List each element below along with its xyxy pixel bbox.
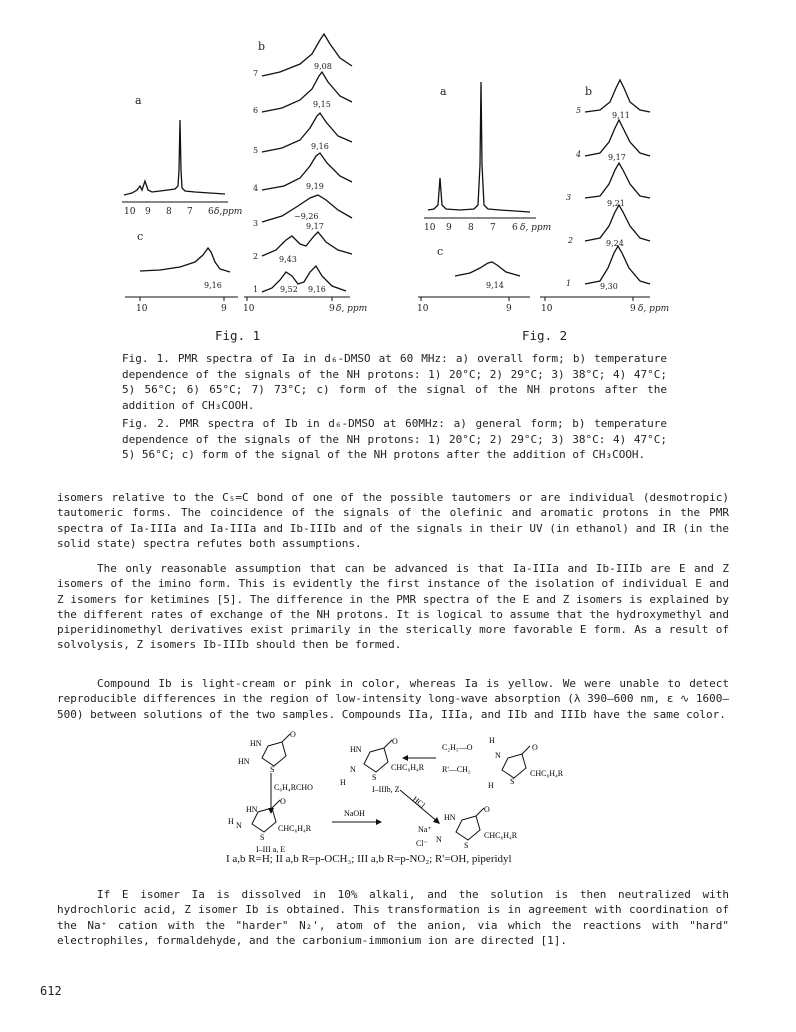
scheme-n: N [350,765,356,774]
scheme-product-z: I–IIIb, Z [372,785,400,794]
fig1-c-spectrum [140,248,230,272]
fig1-b-num: 3 [253,219,259,228]
scheme-side-chain: CHC₆H₄R [530,769,564,778]
scheme-sodium-salt [416,805,518,850]
fig1-b-peak-label: 9,16 [308,285,326,294]
scheme-h: H [489,736,495,745]
body-paragraph-1: isomers relative to the C₅=C bond of one of the possible tautomers or are individual (desmotropic) tautomeric forms. The coincidence of the signals of the olefinic and aromatic protons in the PMR spectra of Ia-IIIa and Ia-IIIa and Ib-IIIb and of the signals in their UV (in ethanol) and IR (in the solid state) spectra refutes both assumptions. [57,491,729,550]
scheme-hcl: HCl [410,794,427,810]
fig1-b-peak-label: 9,17 [306,222,324,231]
fig1-b-num: 7 [253,69,259,78]
fig2-b-peak-label: 9,17 [608,153,626,162]
scheme-arrowhead [402,755,408,761]
scheme-rch2: R'—CH₂ [442,765,471,774]
body-paragraph-2: The only reasonable assumption that can be advanced is that Ia-IIIa and Ib-IIIb are E and Z isomers of the imino form. This is evidently the first instance of the isolation of individual E and Z isomers for ketimines [5]. The difference in the PMR spectra of the E and Z isomers is explained by the different rates of exchange of the NH protons. It is logical to assume that the hydroxymethyl and piperidinomethyl derivatives exist primarily in the sterically more favorable E form. As a result of solvolysis, Z isomers Ib-IIIb should then be formed. [57,562,729,652]
scheme-o: O [484,805,490,814]
fig1-a-tick: 7 [187,207,193,217]
scheme-hydroxy: C₂H₅—O [442,743,473,752]
scheme-hydroxymethyl [442,736,564,790]
fig1-a-tick: 9 [145,207,151,217]
scheme-s: S [510,777,515,786]
fig2-a-tick: 8 [468,223,474,233]
scheme-cl: Cl⁻ [416,839,428,848]
fig1-b-trace-1 [262,266,346,292]
fig1-a-spectrum [124,120,225,195]
reaction-scheme [228,730,564,854]
fig2-b-unit: δ, ppm [638,304,670,314]
scheme-hn: HN [350,745,362,754]
fig1-b-tick: 10 [243,304,255,314]
scheme-s: S [270,765,275,774]
scheme-h: H [228,817,234,826]
scheme-side-chain: CHC₆H₄R [278,824,312,833]
fig2-a-tick: 6 [512,223,518,233]
scheme-naoh: NaOH [344,809,365,818]
fig1-a-tick: 8 [166,207,172,217]
fig1-b-peak-label: 9,19 [306,182,324,191]
scheme-n: N [495,751,501,760]
scheme-hn2: HN [238,757,250,766]
fig1-panel-a-label: a [135,94,142,107]
fig2-c-tick: 9 [506,304,512,314]
fig2-b-peak-label: 9,24 [606,239,624,248]
fig2-b-tick: 10 [541,304,553,314]
page-number: 612 [40,984,62,998]
fig2-a-tick: 9 [446,223,452,233]
fig1-b-trace-6 [262,72,352,112]
scheme-arrowhead [376,819,382,825]
fig2-c-peak-label: 9,14 [486,281,504,290]
scheme-s: S [372,773,377,782]
fig2-b-trace-5 [585,80,650,112]
fig1-b-num: 2 [253,252,259,261]
fig2-a-tick: 7 [490,223,496,233]
fig2-b-peak-label: 9,21 [607,199,625,208]
scheme-h: H [340,778,346,787]
scheme-hn: HN [444,813,456,822]
figure-1 [122,34,367,314]
fig1-b-unit: δ, ppm [336,304,368,314]
fig1-b-num: 1 [253,285,259,294]
fig2-caption: Fig. 2. PMR spectra of Ib in d₆-DMSO at 60MHz: a) general form; b) temperature dependence of the signals of the NH protons: 1) 20°C; 2) 29°C; 3) 38°C: 4) 47°C; 5) 56°C; c) form of the signal of the NH protons after the addition of CH₃COOH. [122,417,667,461]
scheme-o: O [280,797,286,806]
fig2-panel-b-label: b [585,85,593,98]
fig1-b-peak-label: 9,43 [279,255,297,264]
fig2-b-num: 5 [576,106,582,115]
fig2-b-num: 4 [576,150,582,159]
fig1-b-peak-label: 9,15 [313,100,331,109]
fig2-b-num: 3 [566,193,572,202]
fig1-b-num: 4 [253,184,259,193]
fig1-b-peak-label: 9,16 [311,142,329,151]
fig2-b-tick: 9 [630,304,636,314]
scheme-na: Na⁺ [418,825,432,834]
fig2-b-trace-3 [585,163,650,198]
scheme-hn: HN [246,805,258,814]
fig1-panel-b-label: b [258,40,266,53]
fig2-b-num: 2 [568,236,574,245]
fig1-b-tick: 9 [329,304,335,314]
fig1-b-peak-label: 9,08 [314,62,332,71]
scheme-thiazolone-start [238,730,296,774]
fig2-b-peak-label: 9,11 [612,111,630,120]
fig1-caption: Fig. 1. PMR spectra of Ia in d₆-DMSO at 60 MHz: a) overall form; b) temperature dependence of the signals of the NH protons: 1) 20°C; 2) 29°C; 3) 38°C; 4) 47°C; 5) 56°C; 6) 65°C; 7) 73°C; c) form of the signal of the NH protons after the addition of CH₃COOH. [122,352,667,412]
scheme-side-chain: CHC₆H₄R [484,831,518,840]
fig2-a-tick: 10 [424,223,436,233]
scheme-s: S [464,841,469,850]
fig2-b-peak-label: 9,30 [600,282,618,291]
scheme-side-chain: CHC₆H₄R [391,763,425,772]
figure-2 [417,80,669,314]
fig2-c-tick: 10 [417,304,429,314]
scheme-o: O [392,737,398,746]
scheme-hn: HN [250,739,262,748]
fig2-panel-c-label: c [437,245,444,258]
fig1-a-tick: 10 [124,207,136,217]
fig1-b-peak-label: 9,52 [280,285,298,294]
fig1-b-trace-5 [262,113,352,152]
fig1-b-peak-label: ~9,26 [294,212,319,221]
fig2-a-unit: δ, ppm [520,223,552,233]
scheme-o: O [290,730,296,739]
scheme-n: N [236,821,242,830]
fig2-b-trace-2 [585,205,650,241]
fig1-b-trace-2 [262,232,352,256]
fig1-b-num: 6 [253,106,259,115]
scheme-s: S [260,833,265,842]
fig2-title: Fig. 2 [522,328,568,343]
fig1-b-trace-7 [262,34,352,76]
body-paragraph-4: If E isomer Ia is dissolved in 10% alkali, and the solution is then neutralized with hydrochloric acid, Z isomer Ib is obtained. This transformation is in agreement with coordination of the Na⁺ cation with the "harder" N₂', atom of the anion, via which the reactions with "hard" electrophiles, formaldehyde, and the carbonium-immonium ion are directed [1]. [57,888,729,947]
fig2-b-trace-1 [585,246,650,284]
fig2-c-spectrum [455,262,520,276]
scheme-h: H [488,781,494,790]
fig2-a-spectrum [428,82,530,212]
fig2-b-trace-4 [585,120,650,156]
fig1-b-num: 5 [253,146,259,155]
fig1-c-peak-label: 9,16 [204,281,222,290]
scheme-n: N [436,835,442,844]
fig1-title: Fig. 1 [215,328,261,343]
fig2-b-num: 1 [566,279,572,288]
body-paragraph-3: Compound Ib is light-cream or pink in color, whereas Ia is yellow. We were unable to detect reproducible differences in the region of low-intensity long-wave absorption (λ 390–600 nm, ε ∿ 1600–500) between solutions of the two samples. Compounds IIa, IIIa, and IIb and IIIb have the same color. [57,677,729,721]
scheme-o: O [532,743,538,752]
scheme-product-e: I–III a, E [256,845,286,854]
fig2-panel-a-label: a [440,85,447,98]
fig1-a-unit: δ,ppm [214,207,243,217]
scheme-legend: I a,b R=H; II a,b R=p-OCH₃; III a,b R=p-NO₂; R'=OH, piperidyl [226,853,512,865]
scheme-e-product [228,797,312,854]
fig1-a-tick: 6 [208,207,214,217]
scheme-z-product [340,737,425,794]
scheme-reagent: C₆H₄RCHO [274,783,313,792]
fig1-c-tick: 9 [221,304,227,314]
fig1-panel-c-label: c [137,230,144,243]
fig1-c-tick: 10 [136,304,148,314]
